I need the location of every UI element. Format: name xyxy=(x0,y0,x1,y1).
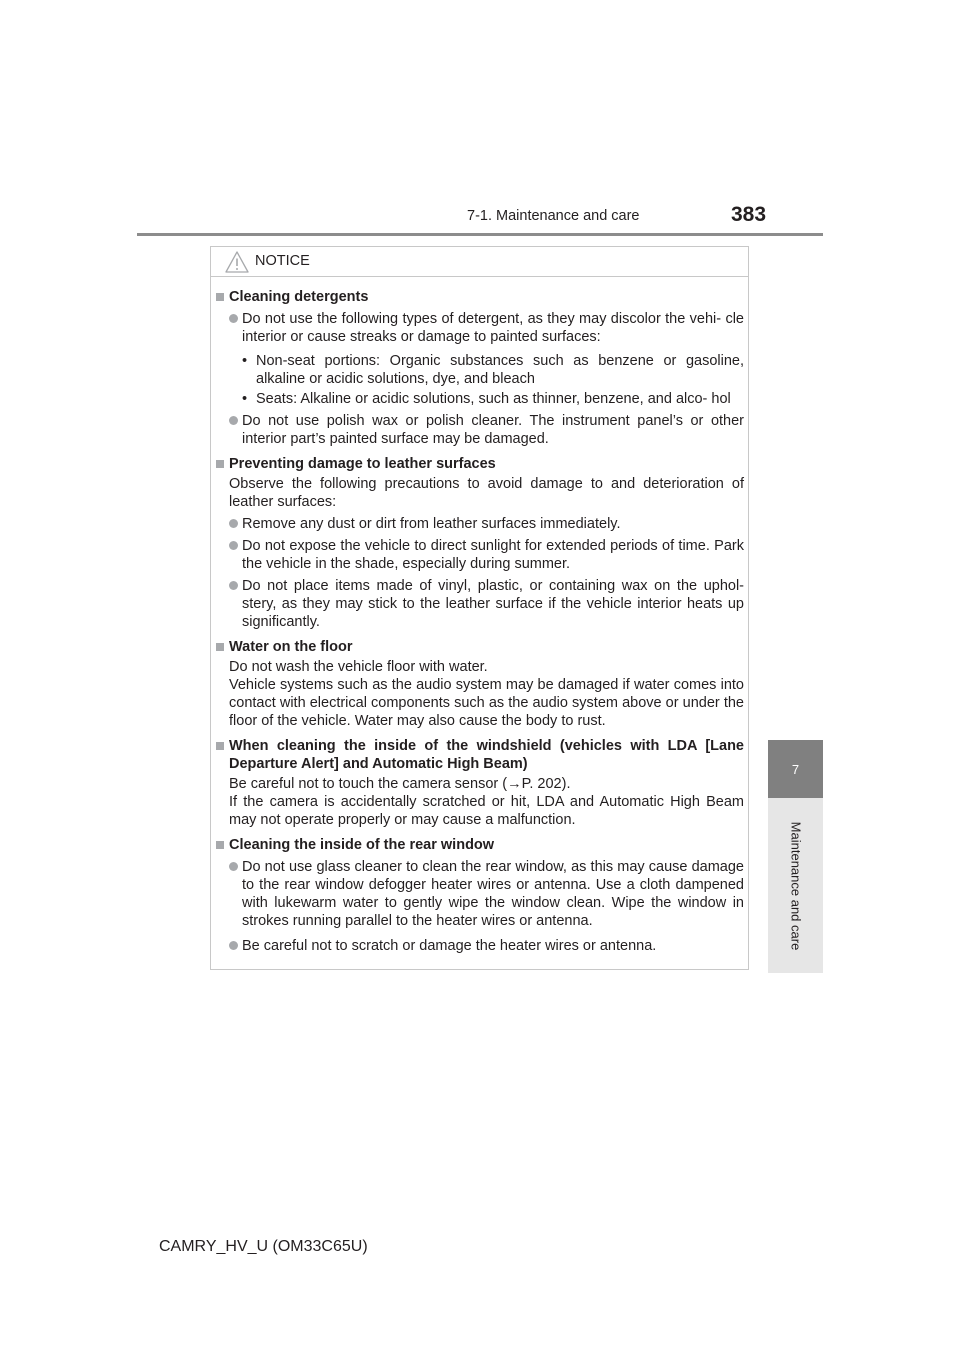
section-rear-window xyxy=(216,836,744,955)
footer-model-code: CAMRY_HV_U (OM33C65U) xyxy=(159,1238,368,1255)
bullet-dot-icon xyxy=(229,862,238,871)
section-title: When cleaning the inside of the windshield (vehicles with LDA [Lane Departure Alert] and Automatic High Beam) xyxy=(229,738,744,772)
bullet-item xyxy=(229,310,744,346)
bullet-item xyxy=(229,577,744,631)
section-marker-square-icon xyxy=(216,841,224,849)
section-text: Be careful not to touch the camera sensor (→P. 202). xyxy=(229,776,571,792)
bullet-item xyxy=(229,937,744,955)
bullet-text: Do not use the following types of detergent, as they may discolor the vehi- cle interior or cause streaks or damage to painted surfaces: xyxy=(242,311,744,345)
section-text: If the camera is accidentally scratched or hit, LDA and Automatic High Beam may not operate properly or may cause a malfunction. xyxy=(229,794,744,828)
section-gap xyxy=(216,448,744,455)
bullet-text: Do not expose the vehicle to direct sunlight for extended periods of time. Park the vehicle in the shade, especially during summer. xyxy=(242,538,744,572)
bullet-dot-icon xyxy=(229,416,238,425)
bullet-item xyxy=(229,858,744,930)
sub-item-text: Non-seat portions: Organic substances such as benzene or gasoline, alkaline or acidic solutions, dye, and bleach xyxy=(256,353,744,387)
header-section-title: 7-1. Maintenance and care xyxy=(467,208,640,224)
bullet-item xyxy=(229,515,744,533)
bullet-text: Be careful not to scratch or damage the heater wires or antenna. xyxy=(242,938,657,954)
notice-box xyxy=(210,246,749,970)
bullet-dot-icon xyxy=(229,519,238,528)
section-windshield xyxy=(216,737,744,829)
sub-bullet-icon: • xyxy=(242,391,248,407)
bullet-item xyxy=(229,412,744,448)
section-title: Preventing damage to leather surfaces xyxy=(229,456,496,472)
bullet-item xyxy=(229,537,744,573)
section-water-on-floor xyxy=(216,638,744,730)
section-leather-surfaces xyxy=(216,455,744,631)
section-title: Cleaning detergents xyxy=(229,289,369,305)
section-marker-square-icon xyxy=(216,742,224,750)
sub-item-text: Seats: Alkaline or acidic solutions, such as thinner, benzene, and alco- hol xyxy=(256,391,731,407)
header-rule xyxy=(137,233,823,236)
section-text: Vehicle systems such as the audio system may be damaged if water comes into contact with electrical components such as the audio system above or under the floor of the vehicle. Water may also cause the body to rust. xyxy=(229,677,744,729)
bullet-text: Do not place items made of vinyl, plastic, or containing wax on the uphol- stery, as they may stick to the leather surface if the vehicle interior heats up significantly. xyxy=(242,578,744,630)
section-marker-square-icon xyxy=(216,293,224,301)
section-marker-square-icon xyxy=(216,460,224,468)
section-text: Do not wash the vehicle floor with water. xyxy=(229,659,488,675)
bullet-text: Do not use glass cleaner to clean the rear window, as this may cause damage to the rear window defogger heater wires or antenna. Use a cloth dampened with lukewarm water to gently wipe the window clean. Wipe the window in strokes running parallel to the heater wires or antenna. xyxy=(242,859,744,929)
bullet-dot-icon xyxy=(229,314,238,323)
bullet-text: Remove any dust or dirt from leather surfaces immediately. xyxy=(242,516,621,532)
notice-title: NOTICE xyxy=(255,253,310,269)
section-title: Water on the floor xyxy=(229,639,353,655)
bullet-dot-icon xyxy=(229,581,238,590)
section-text: Observe the following precautions to avoid damage to and deterioration of leather surfaces: xyxy=(229,476,744,510)
section-gap xyxy=(216,631,744,638)
chapter-tab-label-text: Maintenance and care xyxy=(788,821,803,950)
section-marker-square-icon xyxy=(216,643,224,651)
bullet-dot-icon xyxy=(229,541,238,550)
notice-header xyxy=(211,247,748,277)
section-gap xyxy=(216,730,744,737)
warning-triangle-icon xyxy=(225,251,249,273)
section-title: Cleaning the inside of the rear window xyxy=(229,837,495,853)
bullet-text: Do not use polish wax or polish cleaner. The instrument panel’s or other interior part’s painted surface may be damaged. xyxy=(242,413,744,447)
sub-item xyxy=(229,352,744,388)
bullet-dot-icon xyxy=(229,941,238,950)
section-gap xyxy=(216,829,744,836)
section-cleaning-detergents xyxy=(216,288,744,448)
chapter-tab-label xyxy=(768,798,823,973)
sub-bullet-icon: • xyxy=(242,353,248,369)
page-number: 383 xyxy=(731,203,767,226)
sub-item xyxy=(229,390,744,408)
notice-body xyxy=(216,288,744,955)
chapter-tab-number: 7 xyxy=(768,740,823,798)
